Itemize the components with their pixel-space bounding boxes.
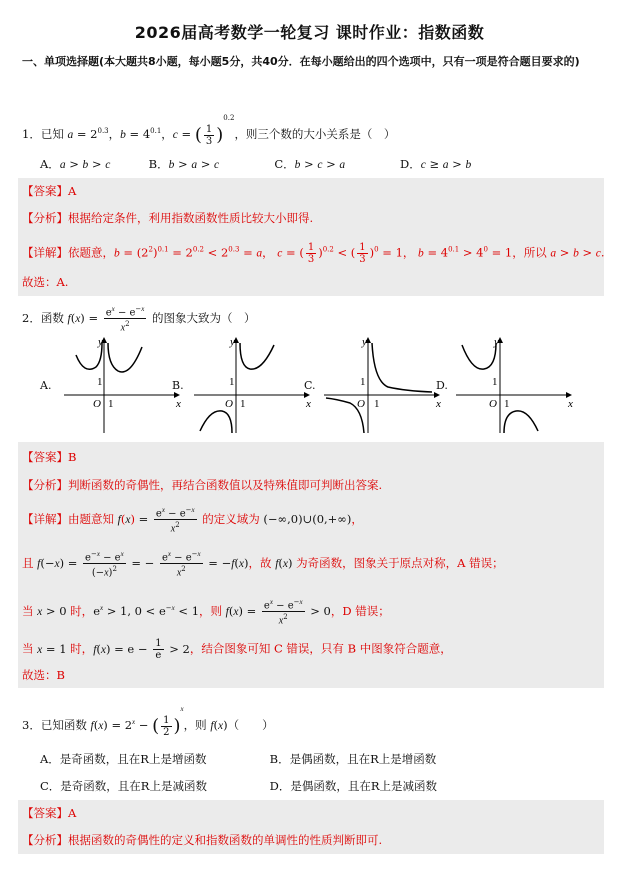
svg-text:1: 1 [360, 376, 366, 388]
svg-text:O: O [489, 398, 497, 410]
question-3-stem: 3．已知函数 $f(x) = 2^x$ − ( $\frac{1}{2}$ )$^x$，则 f(x)（ ） [22, 705, 274, 738]
svg-text:x: x [436, 398, 441, 410]
question-1-stem: 1．已知 $a = 2^{0.3}$，$b = 4^{0.1}$，c = ( $\frac{1}{3}$ )$^{0.2}$，则三个数的大小关系是（ ） [22, 114, 396, 147]
svg-text:1: 1 [97, 376, 103, 388]
svg-text:1: 1 [229, 376, 235, 388]
svg-text:O: O [357, 398, 365, 410]
q2-detail-1: 【详解】由题意知 f(x) = $\frac{e^x - e^{-x}}{x^2}$ 的定义域为 (−∞,0)∪(0,+∞)， [22, 506, 363, 535]
q2-option-b-label: B. [172, 379, 184, 392]
q3-option-a[interactable]: A．是奇函数，且在R上是增函数 [40, 752, 207, 766]
q1-answer: 【答案】A [22, 184, 77, 198]
page-title: 2026届高考数学一轮复习 课时作业：指数函数 [134, 23, 485, 42]
q2-detail-3: 当 x > 0 时，$e^x > 1$, $0 < e^{-x} < 1$，则 f(x) = $\frac{e^x - e^{-x}}{x^2}$ > 0，D 错误； [22, 598, 390, 627]
q1-conclusion: 故选：A. [22, 275, 69, 289]
q1-option-d[interactable]: D．c ≥ a > b [399, 157, 472, 171]
section-heading: 一、单项选择题(本大题共8小题，每小题5分，共40分．在每小题给出的四个选项中，只有一项是符合题目要求的) [22, 55, 580, 68]
svg-text:y: y [98, 337, 103, 348]
graph-b [192, 337, 312, 437]
q2-answer: 【答案】B [22, 450, 77, 464]
q1-solution-box [18, 178, 604, 296]
svg-text:y: y [230, 337, 235, 348]
q3-option-c[interactable]: C．是奇函数，且在R上是减函数 [40, 779, 207, 793]
q2-analysis: 【分析】判断函数的奇偶性，再结合函数值以及特殊值即可判断出答案. [22, 478, 383, 492]
question-3-options-row-2 [40, 778, 600, 794]
q2-option-a-label: A. [40, 379, 52, 392]
svg-text:O: O [93, 398, 101, 410]
svg-text:y: y [494, 337, 499, 348]
svg-text:1: 1 [492, 376, 498, 388]
q3-option-b[interactable]: B．是偶函数，且在R上是增函数 [269, 752, 437, 766]
q1-detail: 【详解】依题意，$b = (2^2)^{0.1} = 2^{0.2} < 2^{0.3} = a$， c = ( $\frac{1}{3}$ )$^{0.2}$ < ( $\frac{1}{3}$ )$^0$ = 1， $b = 4^{0.1} > 4^0 = 1$，所以 a > b > c. [22, 242, 605, 265]
graph-a [62, 337, 182, 437]
svg-text:y: y [362, 337, 367, 348]
svg-text:1: 1 [240, 398, 246, 410]
q3-option-d[interactable]: D．是偶函数，且在R上是减函数 [269, 779, 438, 793]
q2-option-d-label: D. [436, 379, 448, 392]
graph-c [322, 337, 442, 437]
svg-text:1: 1 [374, 398, 380, 410]
question-1-options [40, 156, 600, 172]
q2-detail-2: 且 f(−x) = $\frac{e^{-x} - e^x}{(-x)^2}$ = − $\frac{e^x - e^{-x}}{x^2}$ = −f(x)，故 f(x) 为奇函数，图象关于原点对称，A 错误； [22, 550, 504, 579]
q1-option-b[interactable]: B．b > a > c [148, 157, 220, 171]
svg-text:O: O [225, 398, 233, 410]
q3-answer: 【答案】A [22, 806, 77, 820]
svg-text:x: x [306, 398, 311, 410]
q2-option-c-label: C. [304, 379, 316, 392]
svg-text:x: x [176, 398, 181, 410]
svg-text:1: 1 [504, 398, 510, 410]
q1-option-a[interactable]: A．a > b > c [40, 157, 111, 171]
q1-option-c[interactable]: C．b > c > a [274, 157, 346, 171]
q3-analysis: 【分析】根据函数的奇偶性的定义和指数函数的单调性的性质判断即可. [22, 833, 383, 847]
graph-d [454, 337, 579, 437]
svg-text:1: 1 [108, 398, 114, 410]
svg-text:x: x [568, 398, 573, 410]
question-3-options-row-1 [40, 751, 600, 767]
q2-conclusion: 故选：B [22, 668, 65, 682]
question-2-stem: 2．函数 f(x) = $\frac{e^x - e^{-x}}{x^2}$ 的图象大致为（ ） [22, 305, 256, 334]
q1-analysis: 【分析】根据给定条件，利用指数函数性质比较大小即得. [22, 211, 314, 225]
q2-detail-4: 当 x = 1 时，f(x) = e − $\frac{1}{e}$ > 2，结合图象可知 C 错误，只有 B 中图象符合题意， [22, 638, 452, 661]
